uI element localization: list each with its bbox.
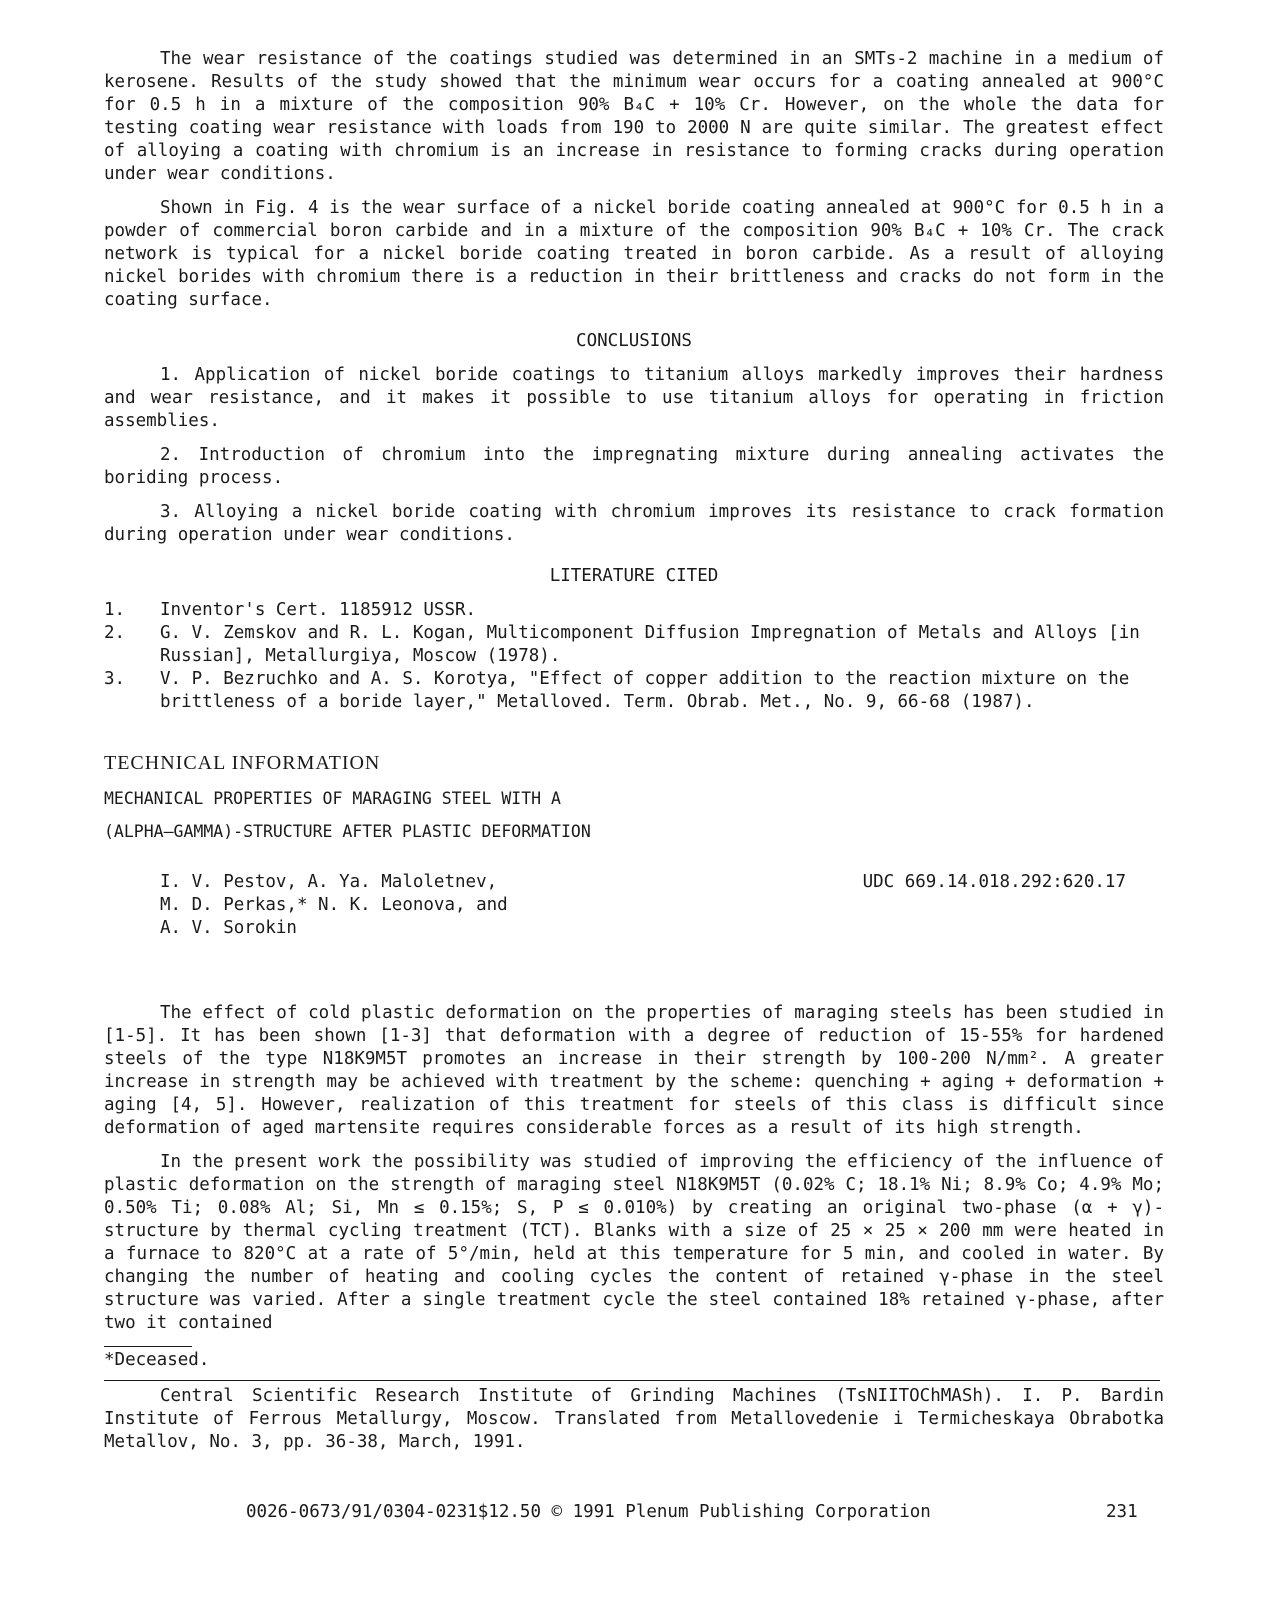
footnote-rule — [104, 1346, 192, 1347]
paragraph-wear-resistance: The wear resistance of the coatings studied was determined in an SMTs-2 machine in a medium of kerosene. Results of the study showed that the minimum wear occurs for a coating annealed at 900°C for 0.5 h in a mixture of the composition 90% B₄C + 10% Cr. However, on the whole the data for testing coating wear resistance with loads from 190 to 2000 N are quite similar. The greatest effect of alloying a coating with chromium is an increase in resistance to forming cracks during operation under wear conditions. — [104, 49, 1164, 184]
reference-text: Inventor's Cert. 1185912 USSR. — [160, 600, 477, 620]
page-content — [104, 48, 1164, 1454]
reference-text: V. P. Bezruchko and A. S. Korotya, "Effect of copper addition to the reaction mixture on the brittleness of a boride layer," Metalloved. Term. Obrab. Met., No. 9, 66-68 (1987). — [160, 669, 1130, 712]
reference-number: 1. — [104, 600, 126, 620]
authors: I. V. Pestov, A. Ya. Maloletnev, M. D. Perkas,* N. K. Leonova, and A. V. Sorokin — [160, 872, 508, 938]
reference-number: 2. — [104, 623, 126, 643]
reference-item — [104, 622, 1164, 668]
section-heading: TECHNICAL INFORMATION — [104, 752, 381, 774]
reference-item — [104, 599, 1164, 622]
copyright-line: 0026-0673/91/0304-0231$12.50 © 1991 Plenum Publishing Corporation — [246, 1502, 931, 1522]
reference-item — [104, 668, 1164, 714]
page-number: 231 — [1106, 1502, 1138, 1522]
authors-block — [160, 871, 1164, 940]
reference-list — [104, 599, 1164, 714]
conclusion-item: 1. Application of nickel boride coatings to titanium alloys markedly improves their hardness and wear resistance, and it makes it possible to use titanium alloys for operating in friction assemblies. — [104, 365, 1164, 431]
conclusion-item: 3. Alloying a nickel boride coating with chromium improves its resistance to crack formation during operation under wear conditions. — [104, 502, 1164, 545]
udc-code: UDC 669.14.018.292:620.17 — [862, 872, 1126, 892]
literature-heading: LITERATURE CITED — [549, 566, 719, 586]
paragraph-fig4: Shown in Fig. 4 is the wear surface of a nickel boride coating annealed at 900°C for 0.5 h in a powder of commercial boron carbide and in a mixture of the composition 90% B₄C + 10% Cr. The crack network is typical for a nickel boride coating treated in boron carbide. As a result of alloying nickel borides with chromium there is a reduction in their brittleness and cracks do not form in the coating surface. — [104, 198, 1164, 310]
conclusions-heading: CONCLUSIONS — [576, 331, 692, 351]
conclusion-item: 2. Introduction of chromium into the impregnating mixture during annealing activates the boriding process. — [104, 445, 1164, 488]
article-title-line-1: MECHANICAL PROPERTIES OF MARAGING STEEL WITH A — [104, 789, 561, 808]
reference-number: 3. — [104, 669, 126, 689]
paragraph-intro: The effect of cold plastic deformation on the properties of maraging steels has been studied in [1-5]. It has been shown [1-3] that deformation with a degree of reduction of 15-55% for hardened steels of the type N18K9M5T promotes an increase in their strength by 100-200 N/mm². A greater increase in strength may be achieved with treatment by the scheme: quenching + aging + deformation + aging [4, 5]. However, realization of this treatment for steels of this class is difficult since deformation of aged martensite requires considerable forces as a result of its high strength. — [104, 1003, 1164, 1138]
affiliation-rule — [104, 1380, 1160, 1381]
footnote: *Deceased. — [104, 1350, 210, 1370]
affiliation: Central Scientific Research Institute of Grinding Machines (TsNIITOChMASh). I. P. Bardin Institute of Ferrous Metallurgy, Moscow. Translated from Metallovedenie i Termicheskaya Obrabotka Metallov, No. 3, pp. 36-38, March, 1991. — [104, 1386, 1164, 1452]
paragraph-method: In the present work the possibility was studied of improving the efficiency of the influence of plastic deformation on the strength of maraging steel N18K9M5T (0.02% C; 18.1% Ni; 8.9% Co; 4.9% Mo; 0.50% Ti; 0.08% Al; Si, Mn ≤ 0.15%; S, P ≤ 0.010%) by creating an original two-phase (α + γ)-structure by thermal cycling treatment (TCT). Blanks with a size of 25 × 25 × 200 mm were heated in a furnace to 820°C at a rate of 5°/min, held at this temperature for 5 min, and cooled in water. By changing the number of heating and cooling cycles the content of retained γ-phase in the steel structure was varied. After a single treatment cycle the steel contained 18% retained γ-phase, after two it contained — [104, 1152, 1164, 1333]
article-title-line-2: (ALPHA—GAMMA)-STRUCTURE AFTER PLASTIC DEFORMATION — [104, 822, 591, 841]
reference-text: G. V. Zemskov and R. L. Kogan, Multicomponent Diffusion Impregnation of Metals and Alloys [in Russian], Metallurgiya, Moscow (1978). — [160, 623, 1140, 666]
